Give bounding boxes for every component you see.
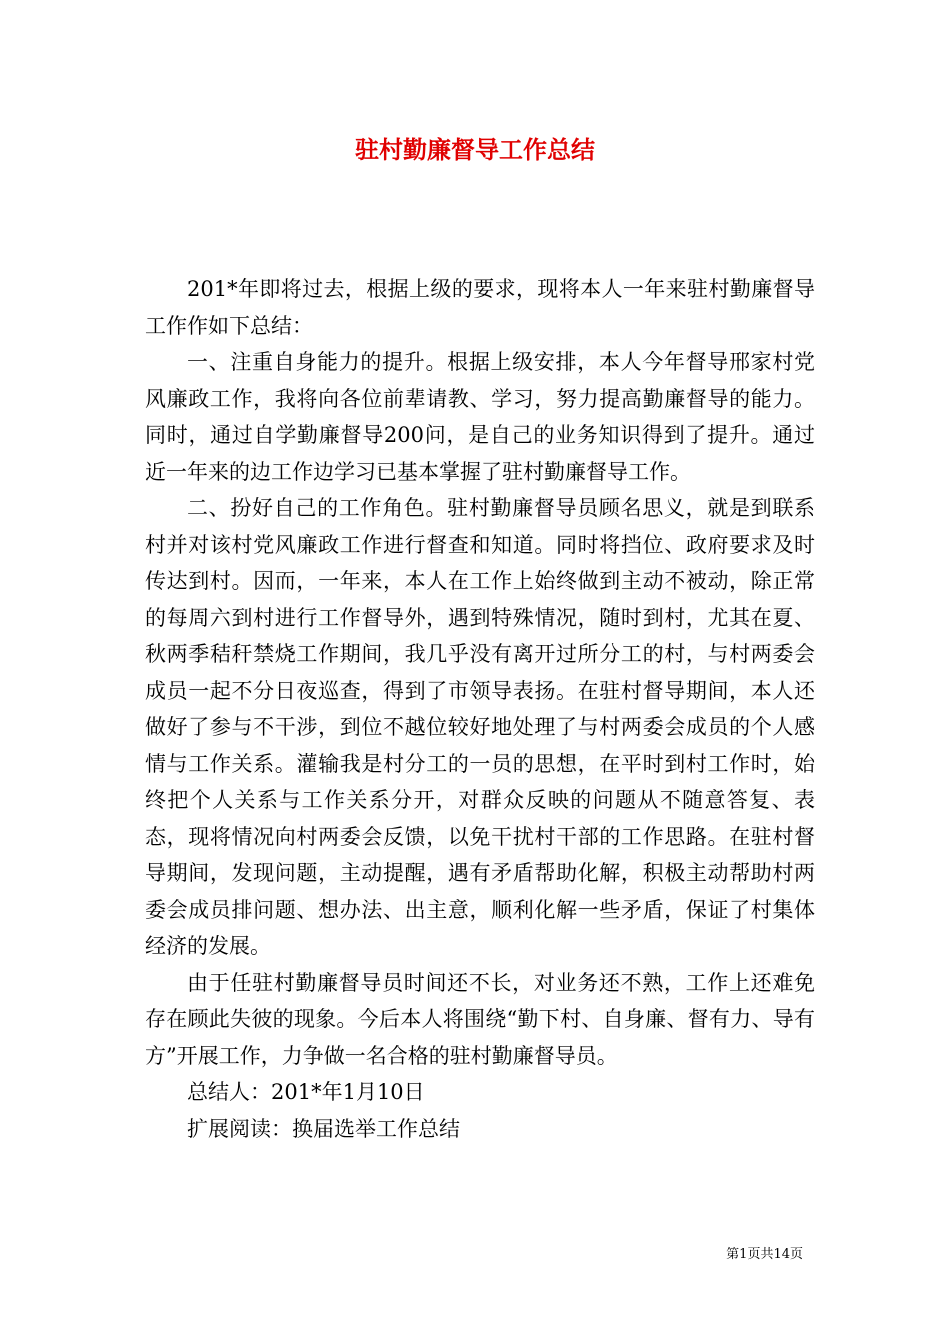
document-body	[145, 271, 815, 1147]
paragraph-conclusion: 由于任驻村勤廉督导员时间还不长，对业务还不熟，工作上还难免存在顾此失彼的现象。今后本人将围绕“勤下村、自身廉、督有力、导有方”开展工作，力争做一名合格的驻村勤廉督导员。	[145, 970, 815, 1068]
document-title: 驻村勤廉督导工作总结	[355, 135, 595, 164]
paragraph-section-2: 二、扮好自己的工作角色。驻村勤廉督导员顾名思义，就是到联系村并对该村党风廉政工作进行督查和知道。同时将挡位、政府要求及时传达到村。因而，一年来，本人在工作上始终做到主动不被动，除正常的每周六到村进行工作督导外，遇到特殊情况，随时到村，尤其在夏、秋两季秸秆禁烧工作期间，我几乎没有离开过所分工的村，与村两委会成员一起不分日夜巡查，得到了市领导表扬。在驻村督导期间，本人还做好了参与不干涉，到位不越位较好地处理了与村两委会成员的个人感情与工作关系。灌输我是村分工的一员的思想，在平时到村工作时，始终把个人关系与工作关系分开，对群众反映的问题从不随意答复、表态，现将情况向村两委会反馈，以免干扰村干部的工作思路。在驻村督导期间，发现问题，主动提醒，遇有矛盾帮助化解，积极主动帮助村两委会成员排问题、想办法、出主意，顺利化解一些矛盾，保证了村集体经济的发展。	[145, 496, 815, 958]
signature-line: 总结人：201*年1月10日	[187, 1080, 425, 1104]
paragraph-section-1: 一、注重自身能力的提升。根据上级安排，本人今年督导邢家村党风廉政工作，我将向各位前辈请教、学习，努力提高勤廉督导的能力。同时，通过自学勤廉督导200问，是自己的业务知识得到了提升。通过近一年来的边工作边学习已基本掌握了驻村勤廉督导工作。	[145, 350, 815, 484]
extended-reading-line: 扩展阅读：换届选举工作总结	[187, 1116, 460, 1141]
page-number: 第1页共14页	[726, 1247, 803, 1262]
paragraph-intro: 201*年即将过去，根据上级的要求，现将本人一年来驻村勤廉督导工作作如下总结：	[145, 277, 815, 338]
